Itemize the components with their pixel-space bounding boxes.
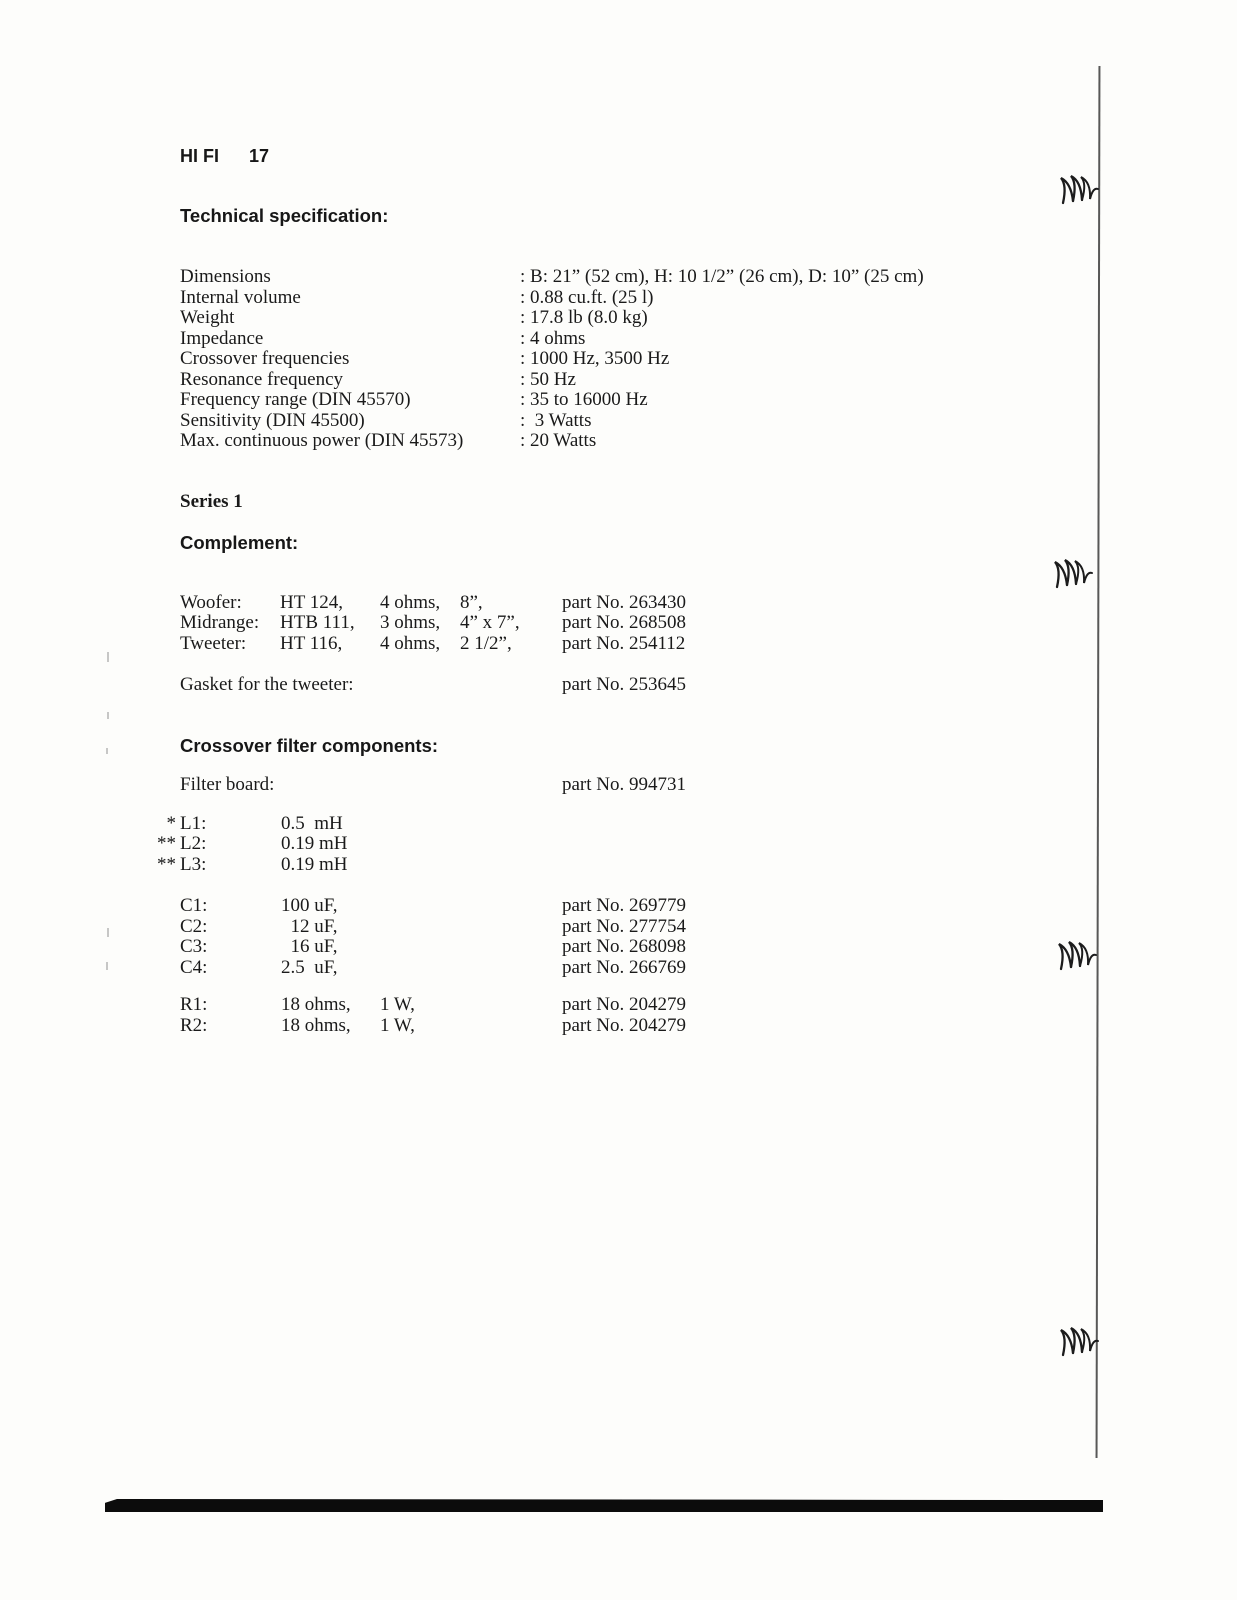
spec-value: : 3 Watts — [520, 409, 592, 431]
driver-impedance: 3 ohms, — [380, 612, 441, 633]
driver-impedance: 4 ohms, — [380, 591, 441, 613]
part-number: part No. 254112 — [562, 632, 686, 654]
gasket-row — [152, 675, 1102, 696]
component-label: R2: — [180, 1014, 208, 1036]
scan-speck — [107, 652, 109, 662]
driver-impedance: 4 ohms, — [380, 632, 441, 654]
capacitor-row — [152, 937, 1102, 958]
spec-value: : 50 Hz — [520, 368, 576, 390]
spec-label: Dimensions — [180, 266, 271, 287]
footnote-marker: * — [166, 812, 176, 834]
part-number: part No. 266769 — [562, 956, 687, 978]
component-value: 2.5 uF, — [281, 956, 338, 978]
spec-label: Sensitivity (DIN 45500) — [180, 409, 365, 431]
spec-row — [152, 267, 1102, 288]
filter-board-row — [152, 775, 1102, 796]
spec-row — [152, 329, 1102, 350]
part-number: part No. 204279 — [562, 994, 687, 1015]
driver-type: Tweeter: — [180, 632, 247, 654]
complement-table — [152, 593, 1102, 655]
spec-row — [152, 390, 1102, 411]
driver-type: Woofer: — [180, 591, 242, 613]
series-label: Series 1 — [180, 490, 243, 512]
part-number: part No. 277754 — [562, 915, 687, 937]
inductor-row — [152, 814, 1102, 835]
component-value: 100 uF, — [281, 895, 338, 916]
component-label: R1: — [180, 994, 208, 1015]
filter-board-label: Filter board: — [180, 774, 275, 795]
driver-size: 4” x 7”, — [460, 612, 520, 633]
component-value: 0.5 mH — [281, 812, 343, 834]
spec-value: : 4 ohms — [520, 327, 586, 349]
spec-row — [152, 308, 1102, 329]
spec-value: : 35 to 16000 Hz — [520, 389, 648, 410]
driver-model: HT 116, — [280, 632, 343, 654]
driver-size: 2 1/2”, — [460, 632, 512, 654]
component-wattage: 1 W, — [380, 1014, 415, 1036]
scan-speck — [107, 712, 109, 719]
spec-value: : B: 21” (52 cm), H: 10 1/2” (26 cm), D: 10” (25 cm) — [520, 266, 924, 287]
scan-bottom-bar — [105, 1499, 1103, 1512]
part-number: part No. 253645 — [562, 674, 687, 695]
spec-row — [152, 411, 1102, 432]
spec-value: : 0.88 cu.ft. (25 l) — [520, 286, 654, 308]
section-title-complement: Complement: — [180, 532, 299, 553]
spec-label: Max. continuous power (DIN 45573) — [180, 430, 464, 451]
spec-label: Frequency range (DIN 45570) — [180, 389, 411, 410]
capacitor-row — [152, 896, 1102, 917]
technical-specification-table — [152, 267, 1102, 452]
complement-row — [152, 613, 1102, 634]
driver-model: HTB 111, — [280, 612, 355, 633]
complement-row — [152, 634, 1102, 655]
section-title-crossover-filter-components: Crossover filter components: — [180, 734, 439, 756]
component-value: 16 uF, — [281, 936, 338, 957]
document-content — [152, 146, 1102, 1036]
publication-title: HI FI — [180, 146, 219, 166]
part-number: part No. 269779 — [562, 895, 687, 916]
spec-label: Resonance frequency — [180, 368, 344, 390]
part-number: part No. 268098 — [562, 936, 687, 957]
gasket-label: Gasket for the tweeter: — [180, 674, 354, 695]
component-label: L3: — [180, 853, 207, 875]
component-label: C4: — [180, 956, 208, 978]
resistor-row — [152, 1016, 1102, 1037]
spec-row — [152, 288, 1102, 309]
spec-label: Crossover frequencies — [180, 348, 350, 369]
section-title-technical-specification: Technical specification: — [180, 204, 389, 226]
scan-speck — [107, 928, 109, 937]
footnote-marker: ** — [157, 853, 176, 875]
component-label: L2: — [180, 833, 207, 854]
spec-value: : 17.8 lb (8.0 kg) — [520, 307, 648, 328]
spec-value: : 1000 Hz, 3500 Hz — [520, 348, 670, 369]
component-value: 12 uF, — [281, 915, 338, 937]
spec-label: Impedance — [180, 327, 264, 349]
resistor-table — [152, 995, 1102, 1036]
spec-value: : 20 Watts — [520, 430, 597, 451]
capacitor-row — [152, 958, 1102, 979]
inductor-row — [152, 855, 1102, 876]
spec-row — [152, 349, 1102, 370]
part-number: part No. 204279 — [562, 1014, 687, 1036]
component-label: C2: — [180, 915, 208, 937]
component-label: C1: — [180, 895, 208, 916]
component-value: 0.19 mH — [281, 833, 348, 854]
spec-row — [152, 370, 1102, 391]
spec-label: Weight — [180, 307, 235, 328]
driver-type: Midrange: — [180, 612, 260, 633]
component-wattage: 1 W, — [380, 994, 415, 1015]
component-value: 0.19 mH — [281, 853, 348, 875]
spec-row — [152, 431, 1102, 452]
part-number: part No. 263430 — [562, 591, 687, 613]
spec-label: Internal volume — [180, 286, 301, 308]
resistor-row — [152, 995, 1102, 1016]
scan-speck — [106, 748, 108, 754]
component-value: 18 ohms, — [281, 1014, 351, 1036]
part-number: part No. 268508 — [562, 612, 687, 633]
driver-size: 8”, — [460, 591, 483, 613]
scan-speck — [106, 962, 108, 970]
footnote-marker: ** — [157, 833, 176, 854]
complement-row — [152, 593, 1102, 614]
part-number: part No. 994731 — [562, 774, 687, 795]
page-header — [152, 146, 1102, 167]
component-value: 18 ohms, — [281, 994, 351, 1015]
page-number: 17 — [249, 146, 270, 166]
component-label: L1: — [180, 812, 207, 834]
inductor-table — [152, 814, 1102, 876]
capacitor-table — [152, 896, 1102, 978]
inductor-row — [152, 834, 1102, 855]
scan-binding-mark-icon — [1056, 1324, 1102, 1362]
component-label: C3: — [180, 936, 208, 957]
driver-model: HT 124, — [280, 591, 343, 613]
capacitor-row — [152, 917, 1102, 938]
